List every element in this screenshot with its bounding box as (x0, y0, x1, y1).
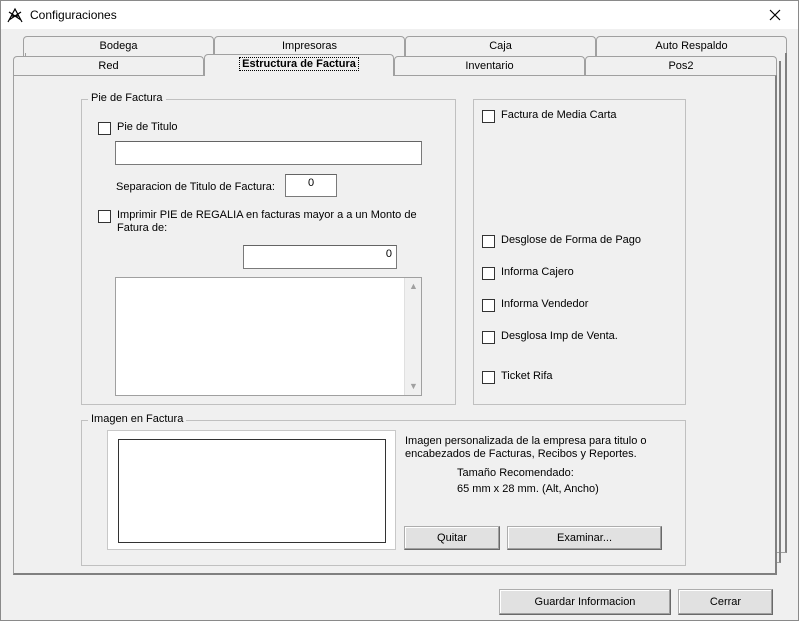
tamano-label: Tamaño Recomendado: (457, 467, 574, 479)
regalia-checkbox-box[interactable] (98, 210, 111, 223)
cerrar-button[interactable]: Cerrar (678, 589, 773, 615)
guardar-button[interactable]: Guardar Informacion (499, 589, 671, 615)
pie-texto-textarea[interactable] (115, 277, 422, 396)
tab-red[interactable] (13, 56, 204, 76)
app-icon (7, 7, 24, 24)
media-carta-checkbox-box[interactable] (482, 110, 495, 123)
desglose-pago-checkbox-box[interactable] (482, 235, 495, 248)
tab-inventario-label: Inventario (465, 60, 514, 72)
informa-cajero-label: Informa Cajero (501, 266, 574, 278)
ticket-rifa-label: Ticket Rifa (501, 370, 553, 382)
desglosa-imp-label: Desglosa Imp de Venta. (501, 330, 618, 342)
desglosa-imp-checkbox[interactable] (482, 330, 618, 344)
desglose-pago-label: Desglose de Forma de Pago (501, 234, 642, 246)
tab-estructura-factura-label: Estructura de Factura (239, 57, 359, 71)
tab-inventario[interactable] (394, 56, 585, 76)
media-carta-checkbox[interactable] (482, 109, 617, 123)
tab-impresoras-label: Impresoras (281, 40, 338, 52)
tab-pos2[interactable] (585, 56, 777, 76)
media-carta-label: Factura de Media Carta (501, 109, 617, 121)
examinar-button[interactable]: Examinar... (507, 526, 662, 550)
tab-estructura-factura[interactable] (204, 54, 394, 76)
tab-red-label: Red (98, 60, 119, 72)
desglosa-imp-checkbox-box[interactable] (482, 331, 495, 344)
separacion-label: Separacion de Titulo de Factura: (116, 181, 275, 193)
pie-titulo-input[interactable] (115, 141, 422, 165)
scroll-down-icon[interactable]: ▼ (409, 381, 418, 391)
window-title: Configuraciones (30, 8, 117, 22)
tab-auto-respaldo-label: Auto Respaldo (655, 40, 728, 52)
imagen-factura-group-label: Imagen en Factura (88, 413, 186, 425)
informa-vendedor-checkbox-box[interactable] (482, 299, 495, 312)
close-button[interactable] (752, 1, 798, 29)
monto-value: 0 (385, 248, 392, 260)
tab-caja-label: Caja (489, 40, 512, 52)
informa-cajero-checkbox[interactable] (482, 266, 574, 280)
close-icon (769, 9, 781, 21)
quitar-button[interactable]: Quitar (404, 526, 500, 550)
pie-titulo-checkbox-box[interactable] (98, 122, 111, 135)
opciones-group (473, 99, 686, 405)
ticket-rifa-checkbox[interactable] (482, 370, 553, 384)
informa-vendedor-checkbox[interactable] (482, 298, 588, 312)
regalia-checkbox[interactable] (98, 209, 438, 235)
separacion-input[interactable] (285, 174, 337, 197)
pie-titulo-label: Pie de Titulo (117, 121, 178, 133)
pie-factura-group-label: Pie de Factura (88, 92, 166, 104)
regalia-label: Imprimir PIE de REGALIA en facturas mayor a a un Monto de Fatura de: (117, 209, 417, 234)
tab-pos2-label: Pos2 (668, 60, 694, 72)
imagen-preview[interactable] (118, 439, 386, 543)
informa-vendedor-label: Informa Vendedor (501, 298, 589, 310)
monto-input[interactable] (243, 245, 397, 269)
separacion-value: 0 (308, 177, 315, 189)
tab-bodega-label: Bodega (99, 40, 138, 52)
desglose-pago-checkbox[interactable] (482, 234, 641, 248)
pie-texto-scrollbar[interactable] (404, 278, 421, 395)
title-bar (1, 1, 798, 29)
informa-cajero-checkbox-box[interactable] (482, 267, 495, 280)
scroll-up-icon[interactable]: ▲ (409, 281, 418, 291)
ticket-rifa-checkbox-box[interactable] (482, 371, 495, 384)
pie-titulo-checkbox[interactable] (98, 121, 178, 135)
imagen-preview-frame (107, 430, 396, 550)
tamano-value: 65 mm x 28 mm. (Alt, Ancho) (457, 483, 599, 495)
imagen-descripcion: Imagen personalizada de la empresa para titulo o encabezados de Facturas, Recibos y Reportes. (405, 435, 647, 460)
